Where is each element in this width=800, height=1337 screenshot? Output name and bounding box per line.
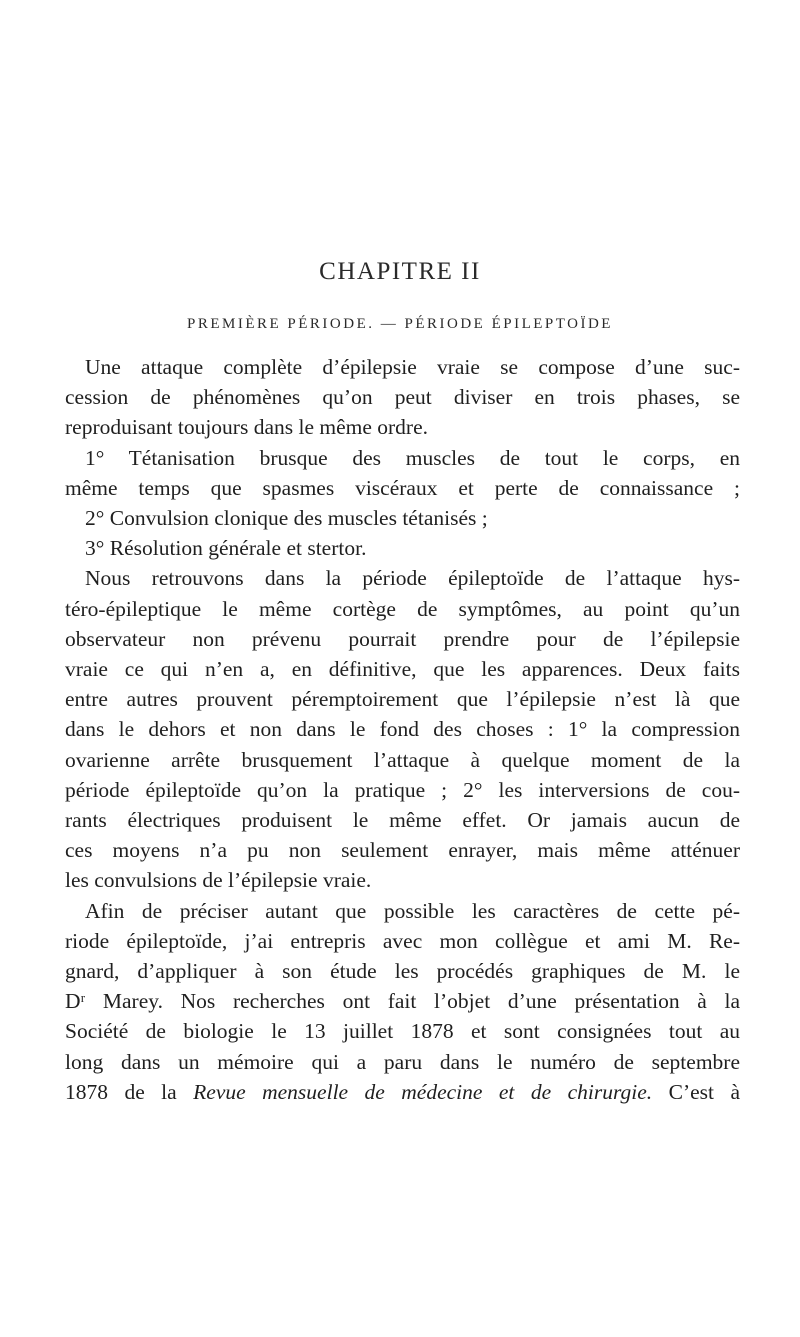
section-subtitle: PREMIÈRE PÉRIODE. — PÉRIODE ÉPILEPTOÏDE xyxy=(187,316,613,332)
text-line: rants électriques produisent le même effet. Or jamais aucun de xyxy=(65,808,740,833)
text-line: riode épileptoïde, j’ai entrepris avec mon collègue et ami M. Re- xyxy=(65,928,740,953)
text-line: long dans un mémoire qui a paru dans le numéro de septembre xyxy=(65,1049,740,1074)
text-line: Société de biologie le 13 juillet 1878 et sont consignées tout au xyxy=(65,1019,740,1044)
text-line: les convulsions de l’épilepsie vraie. xyxy=(65,868,372,893)
text-line: téro-épileptique le même cortège de symptômes, au point qu’un xyxy=(65,596,740,621)
text-line: Dʳ Marey. Nos recherches ont fait l’objet d’une présentation à la xyxy=(65,989,740,1014)
text-line: cession de phénomènes qu’on peut diviser en trois phases, se xyxy=(65,385,740,410)
text-line: même temps que spasmes viscéraux et perte de connaissance ; xyxy=(65,475,740,500)
list-item: 3° Résolution générale et stertor. xyxy=(85,536,367,561)
text-line-last xyxy=(65,1077,740,1107)
text-line: entre autres prouvent péremptoirement que l’épilepsie n’est là que xyxy=(65,687,740,712)
text-line: Afin de préciser autant que possible les caractères de cette pé- xyxy=(85,898,740,923)
text-line: Nous retrouvons dans la période épileptoïde de l’attaque hys- xyxy=(85,566,740,591)
text-line: vraie ce qui n’en a, en définitive, que les apparences. Deux faits xyxy=(65,657,740,682)
journal-title: Revue mensuelle de médecine et de chirurgie. xyxy=(193,1079,653,1104)
text-line: ces moyens n’a pu non seulement enrayer, mais même atténuer xyxy=(65,838,740,863)
list-item: 2° Convulsion clonique des muscles tétanisés ; xyxy=(85,506,488,531)
text-run: 1878 de la xyxy=(65,1079,194,1104)
text-line: reproduisant toujours dans le même ordre. xyxy=(65,415,429,440)
chapter-title: CHAPITRE II xyxy=(319,258,481,285)
text-run: C’est à xyxy=(652,1079,740,1104)
text-line: gnard, d’appliquer à son étude les procédés graphiques de M. le xyxy=(65,959,740,984)
text-line: observateur non prévenu pourrait prendre pour de l’épilepsie xyxy=(65,626,740,651)
list-item: 1° Tétanisation brusque des muscles de tout le corps, en xyxy=(85,445,740,470)
text-line: ovarienne arrête brusquement l’attaque à quelque moment de la xyxy=(65,747,740,772)
body-text xyxy=(65,352,740,1107)
text-line: dans le dehors et non dans le fond des choses : 1° la compression xyxy=(65,717,740,742)
text-line: période épileptoïde qu’on la pratique ; 2° les interversions de cou- xyxy=(65,777,740,802)
text-line: Une attaque complète d’épilepsie vraie se compose d’une suc- xyxy=(85,355,740,379)
